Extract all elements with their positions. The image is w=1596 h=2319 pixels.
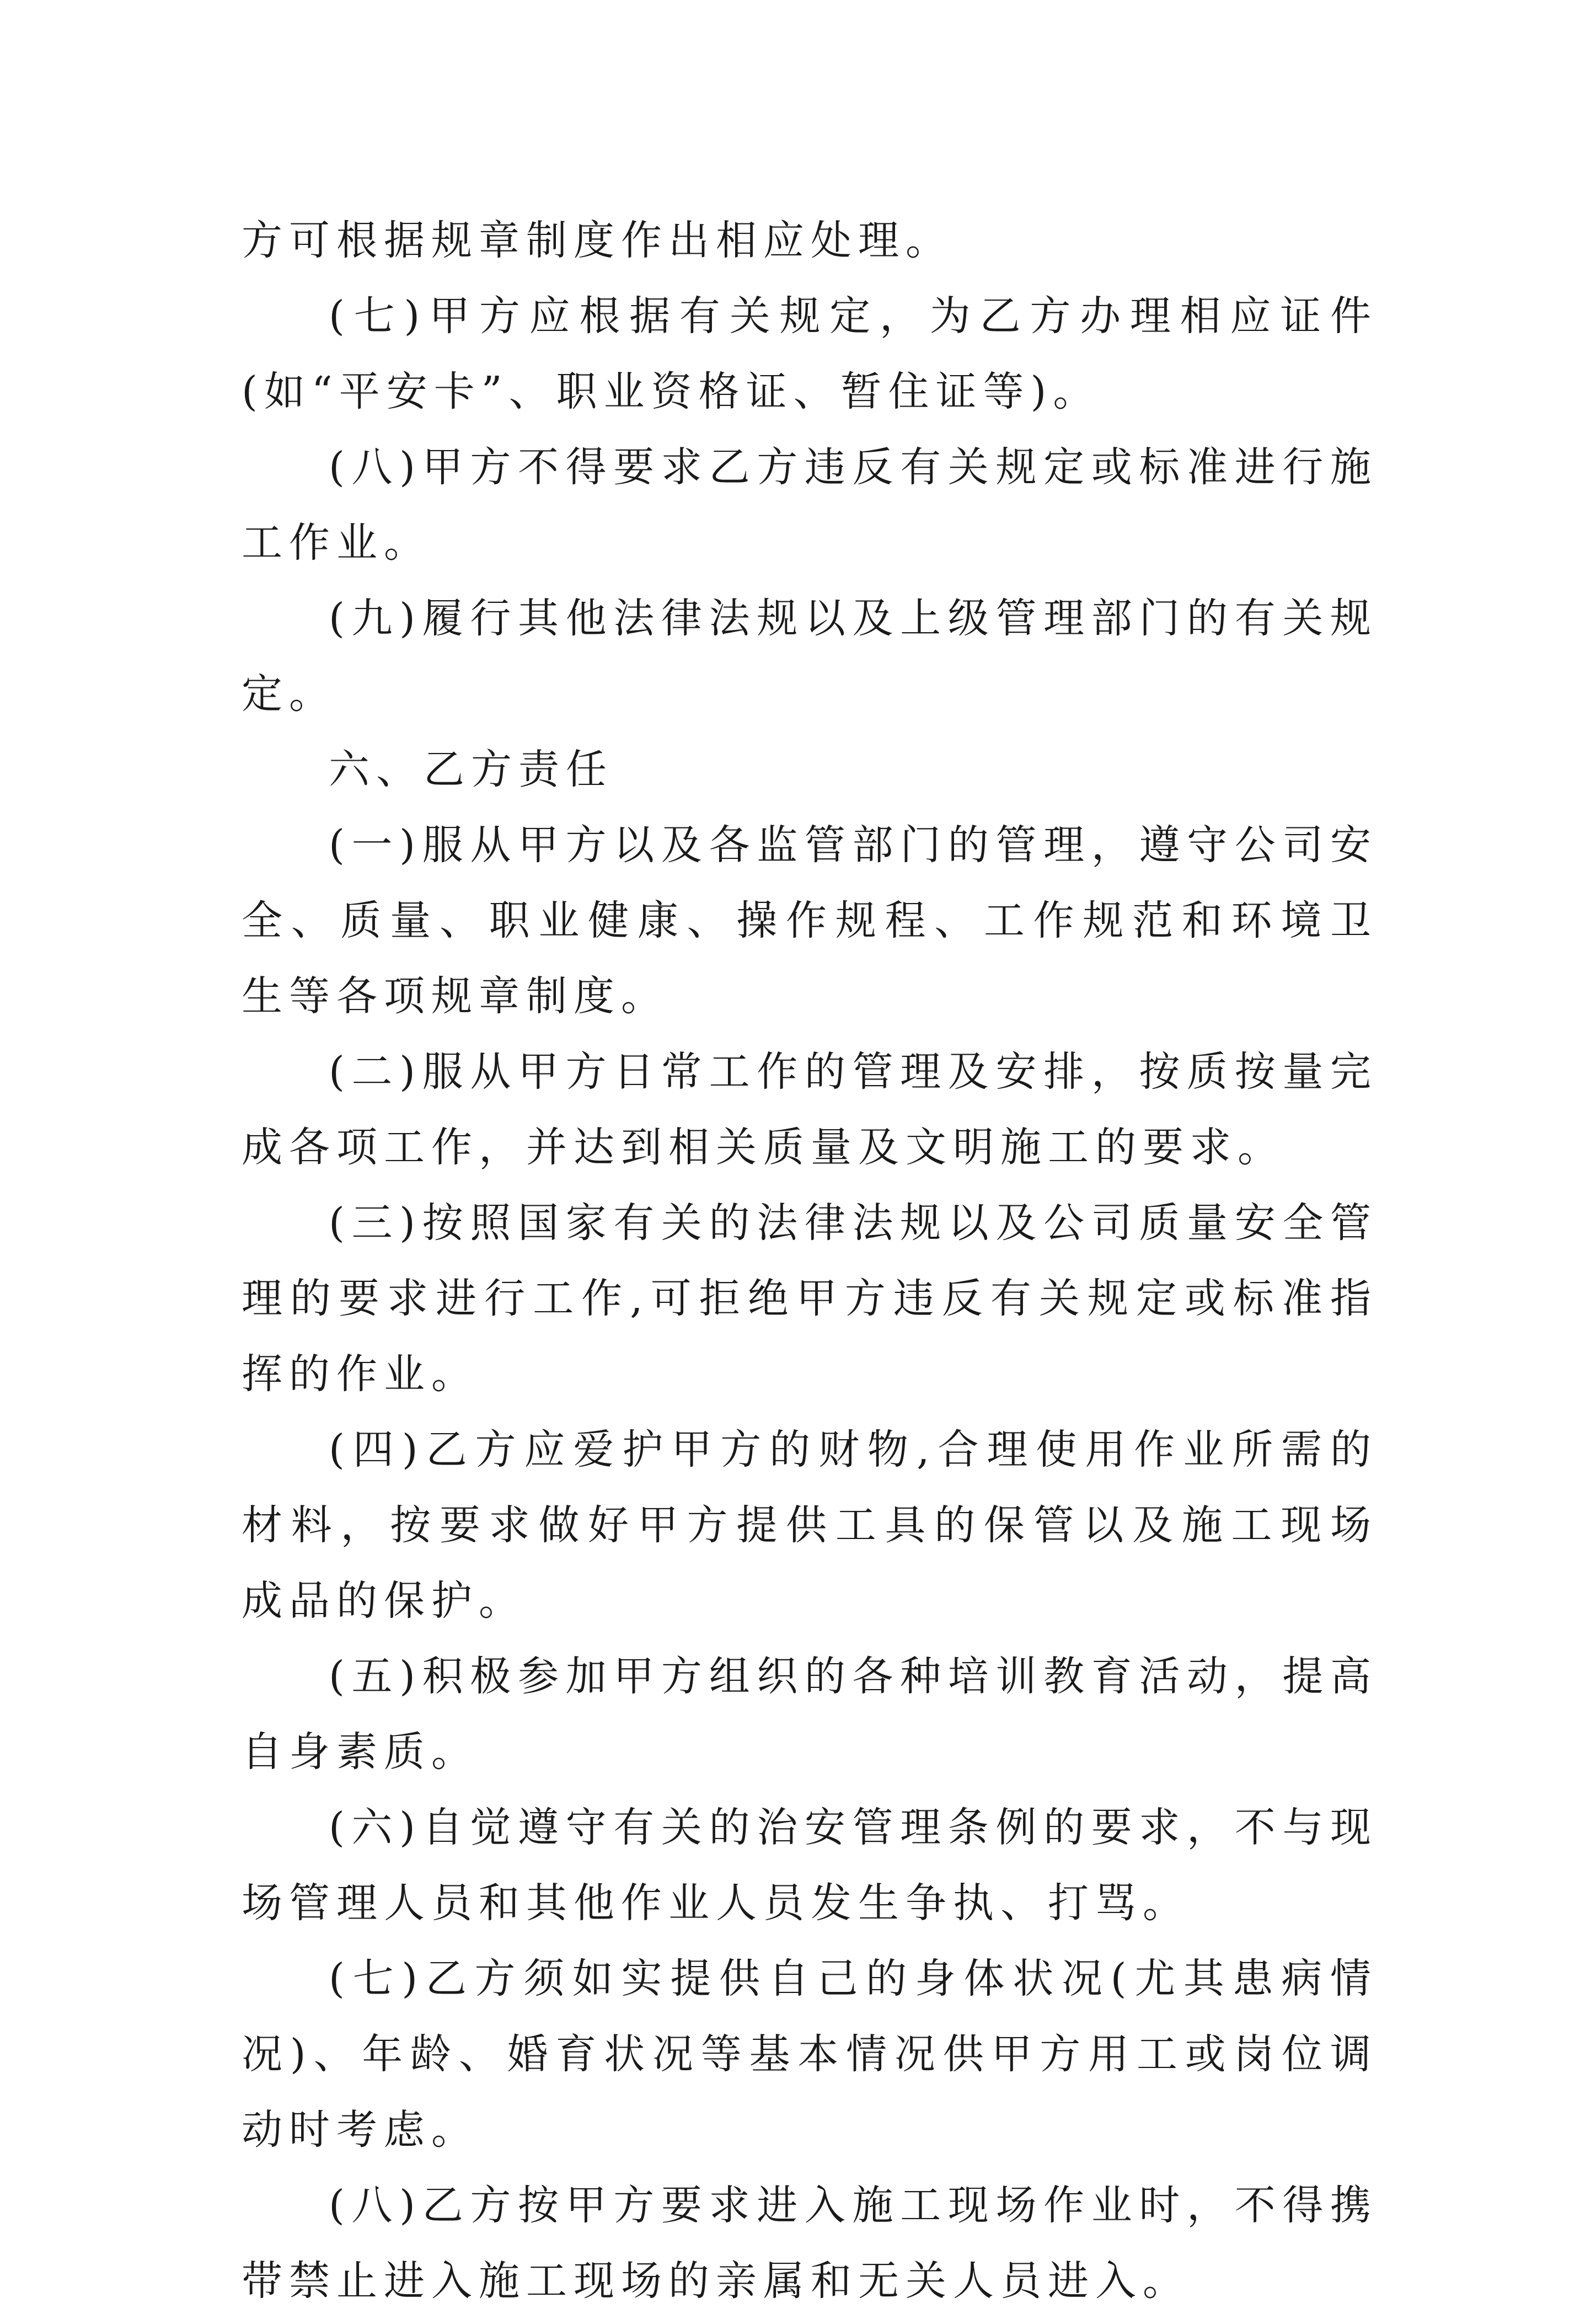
paragraph-13: (八)乙方按甲方要求进入施工现场作业时，不得携带禁止进入施工现场的亲属和无关人员进入。 (242, 2182, 1378, 2305)
paragraph-7: (二)服从甲方日常工作的管理及安排，按质按量完成各项工作，并达到相关质量及文明施工的要求。 (242, 1048, 1378, 1171)
paragraph-2: (七)甲方应根据有关规定，为乙方办理相应证件(如“平安卡”、职业资格证、暂住证等)。 (242, 292, 1378, 415)
paragraph-6: (一)服从甲方以及各监管部门的管理，遵守公司安全、质量、职业健康、操作规程、工作规范和环境卫生等各项规章制度。 (242, 821, 1378, 1020)
paragraph-3: (八)甲方不得要求乙方违反有关规定或标准进行施工作业。 (242, 444, 1378, 567)
paragraph-9: (四)乙方应爱护甲方的财物,合理使用作业所需的材料，按要求做好甲方提供工具的保管以及施工现场成品的保护。 (242, 1426, 1378, 1625)
paragraph-4: (九)履行其他法律法规以及上级管理部门的有关规定。 (242, 595, 1378, 718)
paragraph-8: (三)按照国家有关的法律法规以及公司质量安全管理的要求进行工作,可拒绝甲方违反有关规定或标准指挥的作业。 (242, 1199, 1378, 1398)
paragraph-12: (七)乙方须如实提供自己的身体状况(尤其患病情况)、年龄、婚育状况等基本情况供甲方用工或岗位调动时考虑。 (242, 1955, 1378, 2154)
paragraph-10: (五)积极参加甲方组织的各种培训教育活动，提高自身素质。 (242, 1653, 1378, 1776)
document-body (242, 203, 1378, 2319)
paragraph-1: 方可根据规章制度作出相应处理。 (242, 217, 953, 264)
paragraph-11: (六)自觉遵守有关的治安管理条例的要求，不与现场管理人员和其他作业人员发生争执、打骂。 (242, 1804, 1378, 1927)
section-heading: 六、乙方责任 (329, 746, 613, 793)
